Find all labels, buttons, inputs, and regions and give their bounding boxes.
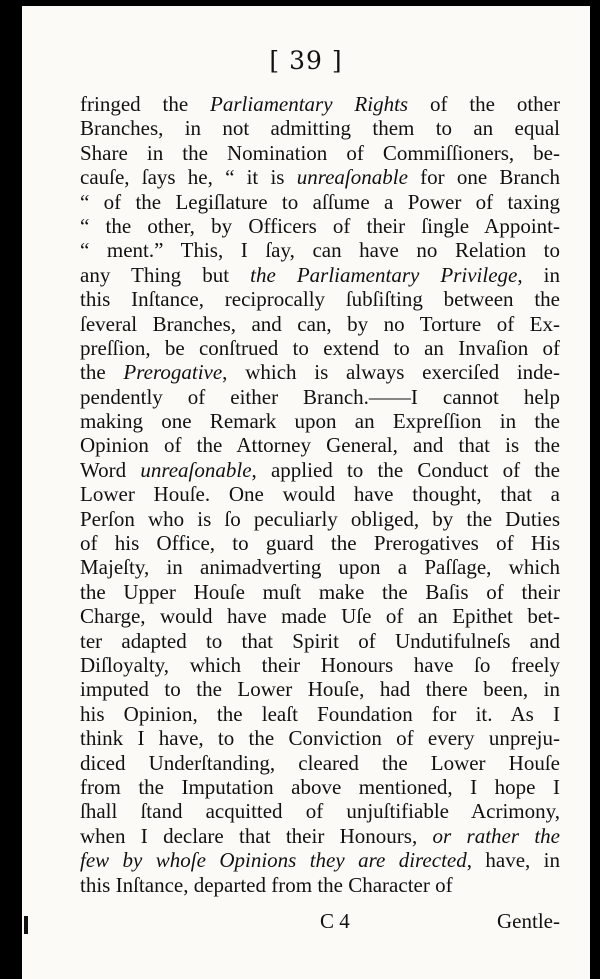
- text-segment: , which is always exerciſed inde-: [222, 360, 560, 385]
- italic-text: or rather the: [432, 823, 560, 848]
- text-line: [80, 799, 560, 823]
- text-segment: Perſon who is ſo peculiarly obliged, by the Duties: [80, 506, 560, 531]
- text-line: [80, 507, 560, 531]
- text-segment: ſhall ſtand acquitted of unjuſtifiable Acrimony,: [80, 799, 560, 824]
- text-line: [80, 433, 560, 457]
- text-line: [80, 214, 560, 238]
- page-number: [ 39 ]: [269, 46, 343, 75]
- text-segment: the Upper Houſe muſt make the Baſis of their: [80, 579, 560, 604]
- text-segment: diced Underſtanding, cleared the Lower Houſe: [80, 750, 560, 775]
- text-line: [80, 360, 560, 384]
- italic-text: the Parliamentary Privilege: [250, 262, 518, 287]
- text-segment: Lower Houſe. One would have thought, that a: [80, 482, 560, 507]
- text-line: [80, 482, 560, 506]
- text-line: [80, 116, 560, 140]
- text-segment: the: [80, 360, 124, 385]
- text-line: [80, 287, 560, 311]
- text-line: [80, 312, 560, 336]
- text-segment: of the other: [408, 92, 560, 116]
- text-segment: Diſloyalty, which their Honours have ſo freely: [80, 652, 560, 677]
- text-segment: “ ment.” This, I ſay, can have no Relation to: [80, 238, 560, 263]
- text-line: [80, 165, 560, 189]
- text-segment: , applied to the Conduct of the: [251, 457, 560, 482]
- signature-mark: C 4: [320, 909, 350, 933]
- text-segment: this Inſtance, departed from the Character of: [80, 872, 453, 897]
- italic-text: Parliamentary Rights: [210, 92, 409, 116]
- text-segment: , have, in: [466, 848, 560, 873]
- italic-text: few by whoſe Opinions they are directed: [80, 848, 467, 873]
- text-line: [80, 263, 560, 287]
- text-segment: fringed the: [80, 92, 211, 116]
- text-segment: think I have, to the Conviction of every unpreju-: [80, 726, 560, 751]
- text-segment: preſſion, be conſtrued to extend to an Invaſion of: [80, 335, 560, 360]
- text-segment: his Opinion, the leaſt Foundation for it. As I: [80, 701, 560, 726]
- text-segment: ſeveral Branches, and can, by no Torture of Ex-: [80, 311, 560, 336]
- text-segment: from the Imputation above mentioned, I hope I: [80, 774, 560, 799]
- text-segment: this Inſtance, reciprocally ſubſiſting between the: [80, 287, 560, 312]
- italic-text: unreaſonable: [296, 165, 408, 190]
- text-segment: Majeſty, in animadverting upon a Paſſage, which: [80, 555, 560, 580]
- text-segment: of his Office, to guard the Prerogatives of His: [80, 531, 560, 556]
- text-line: [80, 190, 560, 214]
- text-line: [80, 726, 560, 750]
- text-line: [80, 873, 560, 897]
- text-line: [80, 629, 560, 653]
- text-line: [80, 751, 560, 775]
- text-line: [80, 555, 560, 579]
- catchword: Gentle-: [497, 909, 560, 933]
- text-segment: , in: [517, 262, 560, 287]
- text-line: [80, 848, 560, 872]
- text-segment: Word: [80, 457, 141, 482]
- gutter-mark: [24, 916, 28, 934]
- text-segment: Charge, would have made Uſe of an Epithet bet-: [80, 604, 560, 629]
- text-segment: Share in the Nomination of Commiſſioners, be-: [80, 140, 560, 165]
- text-line: [80, 604, 560, 628]
- text-segment: ter adapted to that Spirit of Undutifulneſs and: [80, 628, 560, 653]
- text-line: [80, 238, 560, 262]
- text-segment: any Thing but: [80, 262, 251, 287]
- italic-text: Prerogative: [123, 360, 223, 385]
- body-text: [80, 92, 560, 897]
- text-line: [80, 409, 560, 433]
- text-segment: “ of the Legiſlature to aſſume a Power of taxing: [80, 189, 560, 214]
- text-line: [80, 653, 560, 677]
- book-page: [22, 6, 590, 979]
- text-segment: Branches, in not admitting them to an equal: [80, 116, 560, 141]
- text-line: [80, 458, 560, 482]
- text-line: [80, 824, 560, 848]
- text-line: [80, 92, 560, 116]
- text-line: [80, 141, 560, 165]
- text-segment: making one Remark upon an Expreſſion in the: [80, 409, 560, 434]
- text-line: [80, 580, 560, 604]
- text-line: [80, 531, 560, 555]
- page-footer: [80, 909, 560, 935]
- text-segment: pendently of either Branch.——I cannot help: [80, 384, 560, 409]
- text-line: [80, 677, 560, 701]
- text-segment: when I declare that their Honours,: [80, 823, 433, 848]
- italic-text: unreaſonable: [140, 457, 252, 482]
- text-segment: for one Branch: [407, 165, 560, 190]
- text-line: [80, 775, 560, 799]
- text-segment: imputed to the Lower Houſe, had there been, in: [80, 677, 560, 702]
- text-segment: “ the other, by Officers of their ſingle Appoint-: [80, 213, 560, 238]
- text-line: [80, 385, 560, 409]
- text-segment: Opinion of the Attorney General, and that is the: [80, 433, 560, 458]
- text-segment: cauſe, ſays he, “ it is: [80, 165, 297, 190]
- text-line: [80, 702, 560, 726]
- text-line: [80, 336, 560, 360]
